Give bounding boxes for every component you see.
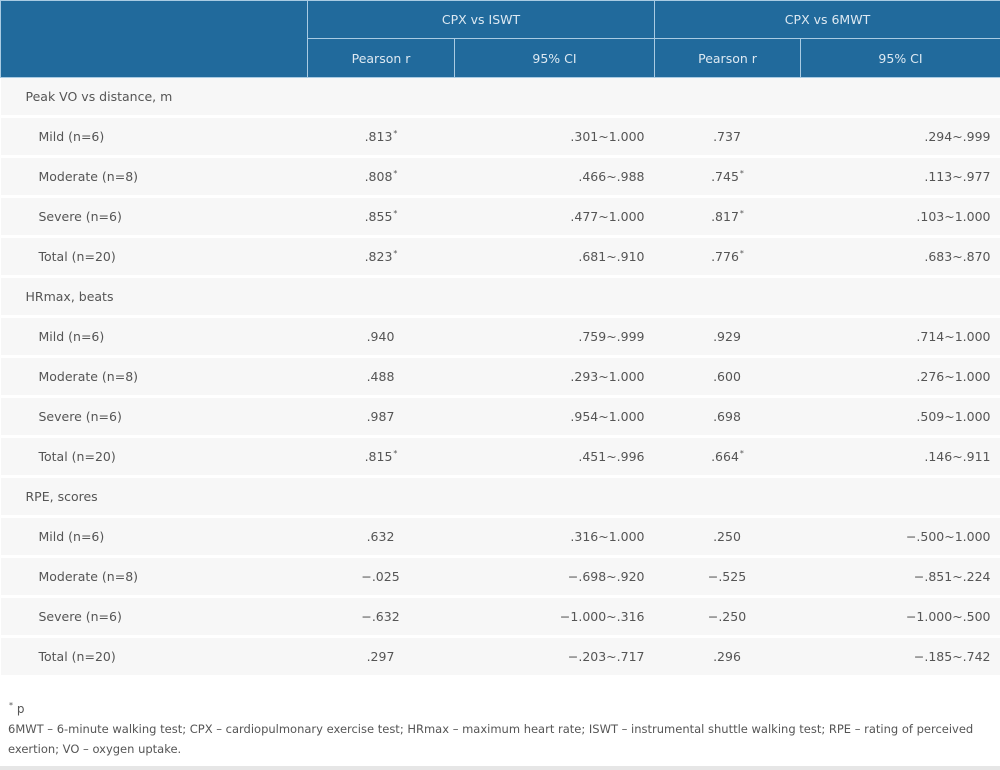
significance-mark: * <box>740 249 744 258</box>
iswt-pearson-r <box>308 357 455 397</box>
iswt-pearson-r <box>308 597 455 637</box>
significance-mark: * <box>740 169 744 178</box>
6mwt-95-ci: .113~.977 <box>801 157 1000 197</box>
iswt-pearson-r <box>308 197 455 237</box>
iswt-pearson-r <box>308 157 455 197</box>
table-row <box>1 157 1000 197</box>
6mwt-95-ci: .103~1.000 <box>801 197 1000 237</box>
group-header-cpx-vs-iswt: CPX vs ISWT <box>308 1 655 39</box>
iswt-95-ci: .316~1.000 <box>455 517 655 557</box>
abbreviations-footnote: 6MWT – 6-minute walking test; CPX – cardiopulmonary exercise test; HRmax – maximum heart rate; ISWT – instrumental shuttle walking test; RPE – rating of perceived exertion; VO – oxygen uptake. <box>8 719 992 759</box>
r-value: .855 <box>365 209 393 224</box>
row-label: Moderate (n=8) <box>1 557 308 597</box>
table-row <box>1 237 1000 277</box>
empty-cell <box>455 78 655 117</box>
significance-mark: * <box>393 249 397 258</box>
r-value: .600 <box>713 369 741 384</box>
header-blank-cell <box>1 1 308 78</box>
empty-cell <box>308 477 455 517</box>
empty-cell <box>455 277 655 317</box>
r-value: .745 <box>711 169 739 184</box>
r-value: .815 <box>365 449 393 464</box>
6mwt-pearson-r <box>655 357 801 397</box>
significance-mark: * <box>393 449 397 458</box>
iswt-pearson-r <box>308 437 455 477</box>
table-header <box>1 1 1000 78</box>
iswt-95-ci: .301~1.000 <box>455 117 655 157</box>
6mwt-95-ci: −.185~.742 <box>801 637 1000 677</box>
r-value: .698 <box>713 409 741 424</box>
table-row <box>1 557 1000 597</box>
6mwt-pearson-r <box>655 557 801 597</box>
empty-cell <box>655 78 801 117</box>
6mwt-95-ci: .509~1.000 <box>801 397 1000 437</box>
significance-mark: * <box>740 449 744 458</box>
iswt-95-ci: −1.000~.316 <box>455 597 655 637</box>
table-row <box>1 597 1000 637</box>
iswt-95-ci: .759~.999 <box>455 317 655 357</box>
table-row <box>1 357 1000 397</box>
iswt-95-ci: .477~1.000 <box>455 197 655 237</box>
iswt-95-ci: −.203~.717 <box>455 637 655 677</box>
6mwt-95-ci: −.851~.224 <box>801 557 1000 597</box>
empty-cell <box>655 477 801 517</box>
r-value: .987 <box>367 409 395 424</box>
r-value: .813 <box>365 129 393 144</box>
significance-text: p <box>17 702 25 716</box>
r-value: −.525 <box>708 569 746 584</box>
row-label: Moderate (n=8) <box>1 157 308 197</box>
r-value: −.250 <box>708 609 746 624</box>
table-row <box>1 637 1000 677</box>
empty-cell <box>455 477 655 517</box>
6mwt-95-ci: .276~1.000 <box>801 357 1000 397</box>
r-value: .664 <box>711 449 739 464</box>
6mwt-pearson-r <box>655 597 801 637</box>
r-value: .776 <box>711 249 739 264</box>
6mwt-pearson-r <box>655 237 801 277</box>
6mwt-pearson-r <box>655 437 801 477</box>
r-value: .488 <box>367 369 395 384</box>
6mwt-pearson-r <box>655 397 801 437</box>
iswt-95-ci: .466~.988 <box>455 157 655 197</box>
iswt-95-ci: −.698~.920 <box>455 557 655 597</box>
iswt-95-ci: .293~1.000 <box>455 357 655 397</box>
row-label: Mild (n=6) <box>1 117 308 157</box>
6mwt-pearson-r <box>655 157 801 197</box>
section-row <box>1 78 1000 117</box>
table-row <box>1 517 1000 557</box>
r-value: .808 <box>365 169 393 184</box>
row-label: Severe (n=6) <box>1 397 308 437</box>
empty-cell <box>308 78 455 117</box>
iswt-pearson-r <box>308 517 455 557</box>
iswt-pearson-r <box>308 317 455 357</box>
table-row <box>1 397 1000 437</box>
significance-mark: * <box>740 209 744 218</box>
empty-cell <box>655 277 801 317</box>
table-footnotes <box>0 678 1000 770</box>
6mwt-pearson-r <box>655 117 801 157</box>
r-value: .817 <box>711 209 739 224</box>
row-label: Severe (n=6) <box>1 597 308 637</box>
table-row <box>1 117 1000 157</box>
row-label: Mild (n=6) <box>1 517 308 557</box>
section-row <box>1 477 1000 517</box>
row-label: Mild (n=6) <box>1 317 308 357</box>
significance-mark: * <box>393 209 397 218</box>
r-value: .297 <box>367 649 395 664</box>
row-label: Severe (n=6) <box>1 197 308 237</box>
6mwt-pearson-r <box>655 517 801 557</box>
r-value: .823 <box>365 249 393 264</box>
iswt-pearson-r <box>308 117 455 157</box>
r-value: −.632 <box>361 609 399 624</box>
table-body <box>1 78 1000 677</box>
iswt-pearson-r <box>308 637 455 677</box>
iswt-95-ci: .954~1.000 <box>455 397 655 437</box>
subheader-iswt-95-ci: 95% CI <box>455 39 655 78</box>
6mwt-95-ci: .146~.911 <box>801 437 1000 477</box>
empty-cell <box>308 277 455 317</box>
r-value: .929 <box>713 329 741 344</box>
6mwt-95-ci: .714~1.000 <box>801 317 1000 357</box>
r-value: .296 <box>713 649 741 664</box>
r-value: .940 <box>367 329 395 344</box>
significance-mark: * <box>393 169 397 178</box>
significance-footnote <box>8 696 992 719</box>
subheader-6mwt-95-ci: 95% CI <box>801 39 1000 78</box>
table-row <box>1 197 1000 237</box>
6mwt-95-ci: .683~.870 <box>801 237 1000 277</box>
iswt-pearson-r <box>308 557 455 597</box>
significance-mark: * <box>393 129 397 138</box>
r-value: −.025 <box>361 569 399 584</box>
subheader-6mwt-pearson-r: Pearson r <box>655 39 801 78</box>
6mwt-pearson-r <box>655 197 801 237</box>
6mwt-pearson-r <box>655 637 801 677</box>
empty-cell <box>801 78 1000 117</box>
iswt-pearson-r <box>308 237 455 277</box>
group-header-cpx-vs-6mwt: CPX vs 6MWT <box>655 1 1000 39</box>
6mwt-pearson-r <box>655 317 801 357</box>
section-title: RPE, scores <box>1 477 308 517</box>
6mwt-95-ci: .294~.999 <box>801 117 1000 157</box>
iswt-95-ci: .681~.910 <box>455 237 655 277</box>
row-label: Moderate (n=8) <box>1 357 308 397</box>
row-label: Total (n=20) <box>1 637 308 677</box>
iswt-pearson-r <box>308 397 455 437</box>
section-title: Peak VO vs distance, m <box>1 78 308 117</box>
r-value: .632 <box>367 529 395 544</box>
table-row <box>1 437 1000 477</box>
6mwt-95-ci: −.500~1.000 <box>801 517 1000 557</box>
empty-cell <box>801 477 1000 517</box>
empty-cell <box>801 277 1000 317</box>
r-value: .737 <box>713 129 741 144</box>
r-value: .250 <box>713 529 741 544</box>
6mwt-95-ci: −1.000~.500 <box>801 597 1000 637</box>
section-row <box>1 277 1000 317</box>
row-label: Total (n=20) <box>1 237 308 277</box>
row-label: Total (n=20) <box>1 437 308 477</box>
subheader-iswt-pearson-r: Pearson r <box>308 39 455 78</box>
iswt-95-ci: .451~.996 <box>455 437 655 477</box>
asterisk-mark: * <box>9 701 13 710</box>
table-row <box>1 317 1000 357</box>
section-title: HRmax, beats <box>1 277 308 317</box>
